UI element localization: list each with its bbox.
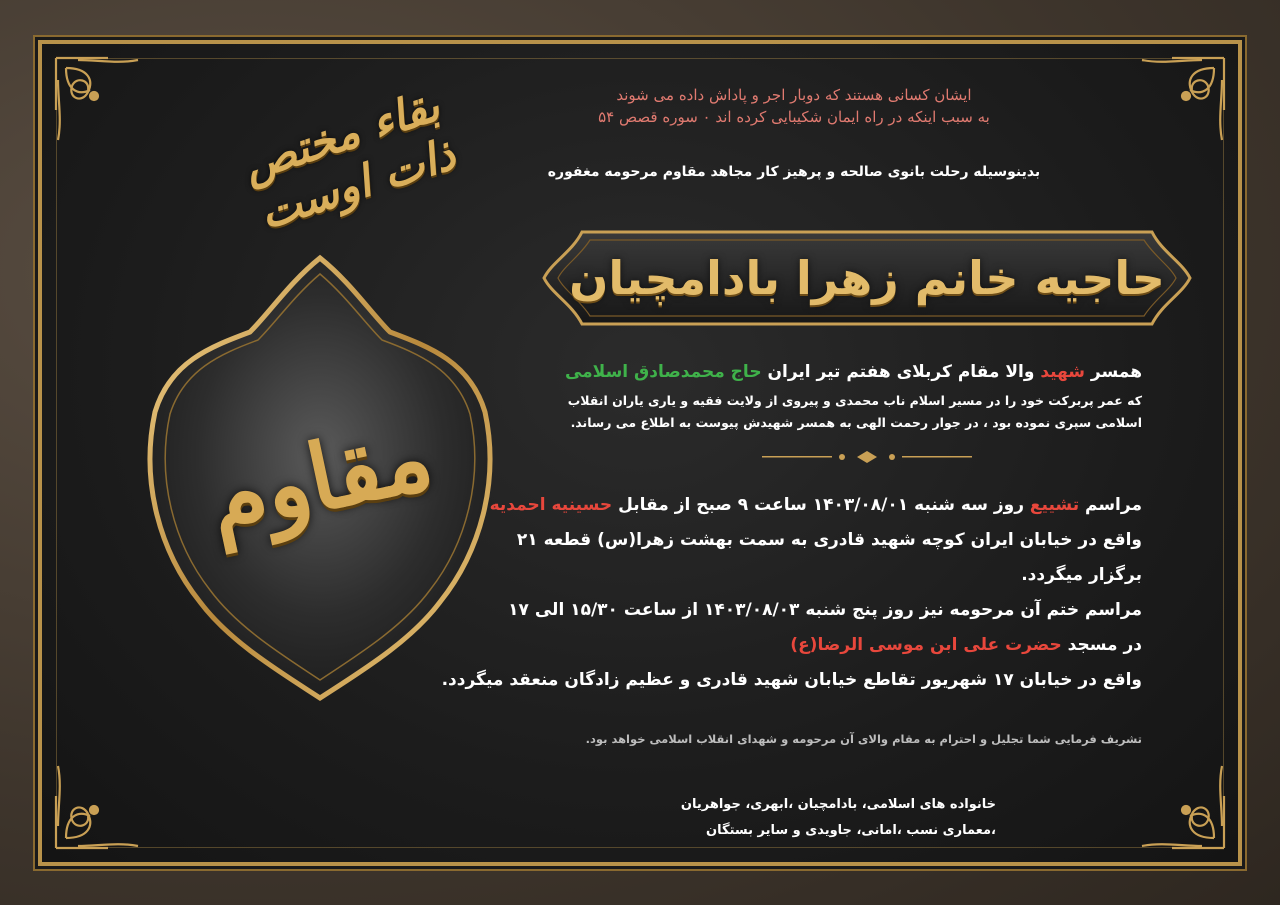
quran-verse xyxy=(434,84,1154,128)
corner-ornament-icon xyxy=(48,50,168,170)
funeral-address: واقع در خیابان ایران کوچه شهید قادری به سمت بهشت زهرا(س) قطعه ۲۱ xyxy=(516,530,1142,550)
mosque-prefix: در مسجد xyxy=(1061,635,1142,655)
funeral-end: برگزار میگردد. xyxy=(1021,565,1142,585)
calligraphy-logo xyxy=(192,80,462,240)
signature-line-2: ،معماری نسب ،امانی، جاویدی و سایر بستگان xyxy=(706,823,996,838)
shahid-word: شهید xyxy=(1040,362,1086,382)
mosque-line xyxy=(402,628,1142,663)
hosseinieh-name: حسینیه احمدیه xyxy=(489,495,613,515)
calligraphy-text: بقاء مختص ذات اوست xyxy=(236,80,462,240)
family-signature xyxy=(536,792,996,844)
spouse-name: حاج محمدصادق اسلامی xyxy=(564,362,762,382)
biography-text xyxy=(402,390,1142,434)
biography-line-2: اسلامی سپری نموده بود ، در جوار رحمت الهی به همسر شهیدش پیوست به اطلاع می رساند. xyxy=(570,415,1142,430)
spouse-line xyxy=(402,362,1142,382)
ceremony-details xyxy=(402,488,1142,698)
intro-line: بدینوسیله رحلت بانوی صالحه و پرهیز کار مجاهد مقاوم مرحومه مغفوره xyxy=(547,164,1041,180)
closing-note: تشریف فرمایی شما تجلیل و احترام به مقام والای آن مرحومه و شهدای انقلاب اسلامی خواهد بود. xyxy=(585,732,1142,746)
verse-line-2: به سبب اینکه در راه ایمان شکیبایی کرده اند ۰ سوره قصص ۵۴ xyxy=(598,108,990,126)
name-banner xyxy=(542,222,1192,334)
verse-line-1: ایشان کسانی هستند که دوبار اجر و پاداش داده می شوند xyxy=(616,86,972,104)
corner-ornament-icon xyxy=(1112,736,1232,856)
deceased-name: حاجیه خانم زهرا بادامچیان xyxy=(569,251,1165,305)
announcement-card xyxy=(38,40,1242,866)
funeral-prefix: مراسم xyxy=(1079,495,1142,515)
corner-ornament-icon xyxy=(48,736,168,856)
spouse-middle: والا مقام کربلای هفتم تیر ایران xyxy=(761,362,1041,382)
memorial-line: مراسم ختم آن مرحومه نیز روز پنج شنبه ۱۴۰۳/۰۸/۰۳ از ساعت ۱۵/۳۰ الی ۱۷ xyxy=(508,600,1142,620)
tashyi-word: تشییع xyxy=(1029,495,1080,515)
signature-line-1: خانواده های اسلامی، بادامچیان ،ابهری، جواهریان xyxy=(680,797,996,812)
medallion-text: مقاوم xyxy=(198,401,442,555)
mosque-name: حضرت علی ابن موسی الرضا(ع) xyxy=(790,635,1062,655)
funeral-line xyxy=(402,488,1142,523)
biography-line-1: که عمر پربرکت خود را در مسیر اسلام ناب محمدی و پیروی از ولایت فقیه و یاری یاران انقلاب xyxy=(567,393,1142,408)
spouse-prefix: همسر xyxy=(1085,362,1142,382)
funeral-time: روز سه شنبه ۱۴۰۳/۰۸/۰۱ ساعت ۹ صبح از مقابل xyxy=(612,495,1030,515)
memorial-address: واقع در خیابان ۱۷ شهریور تقاطع خیابان شهید قادری و عظیم زادگان منعقد میگردد. xyxy=(441,670,1142,690)
ornament-divider-icon xyxy=(762,450,972,464)
